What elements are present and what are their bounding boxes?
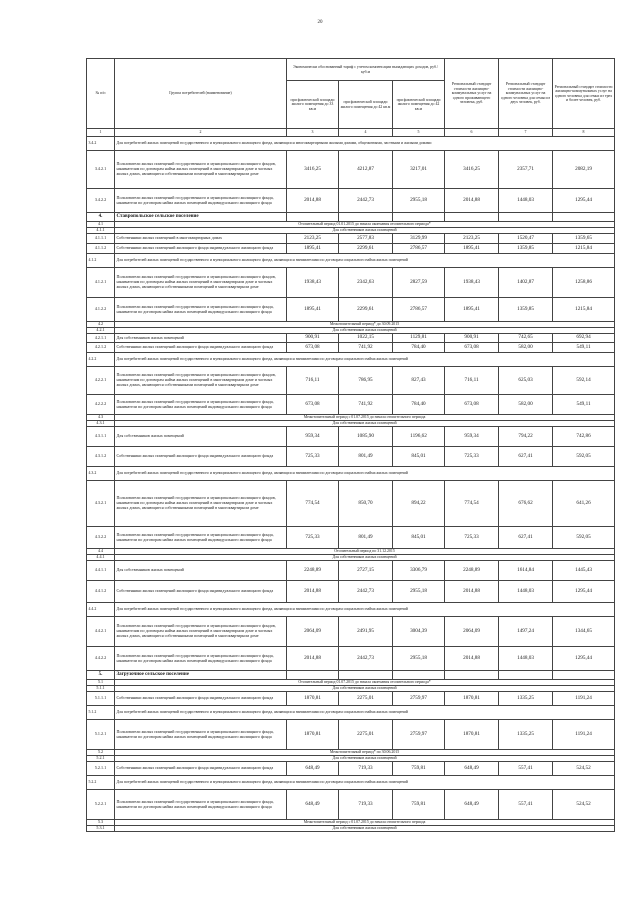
row-value: 794,22 xyxy=(499,427,553,447)
row-value: 1895,41 xyxy=(287,244,339,254)
table-row xyxy=(87,720,615,750)
settlement-label: Ставропольское сельское поселение xyxy=(115,213,287,222)
row-number: 4.1.1 xyxy=(87,228,115,234)
period-label: Для собственников жилых помещений xyxy=(115,555,615,561)
row-number: 4.2.2.1 xyxy=(87,367,115,395)
table-row xyxy=(87,447,615,467)
row-number: 3.4.2.1 xyxy=(87,151,115,189)
row-value: 1344,65 xyxy=(553,617,615,647)
period-label: Межотопительный период с 01.07.2015 до начала отопительного периода xyxy=(115,820,615,826)
row-number: 4.2.2 xyxy=(87,353,115,367)
row-value: 2442,73 xyxy=(339,189,393,213)
row-value: 725,33 xyxy=(445,527,499,549)
row-number: 4.1 xyxy=(87,222,115,228)
row-value: 1196,62 xyxy=(393,427,445,447)
row-value: 2442,73 xyxy=(339,647,393,671)
table-row xyxy=(87,481,615,527)
row-value: 592,14 xyxy=(553,367,615,395)
table-row xyxy=(87,298,615,322)
row-value: 2123,25 xyxy=(445,234,499,244)
table-row xyxy=(87,647,615,671)
empty-cell xyxy=(287,671,339,680)
column-number: 1 xyxy=(87,129,115,137)
empty-cell xyxy=(393,213,445,222)
row-value: 719,33 xyxy=(339,790,393,820)
header-num: № п/п xyxy=(87,59,115,129)
row-value: 1895,41 xyxy=(287,298,339,322)
section-row xyxy=(87,706,615,720)
table-row xyxy=(87,692,615,706)
row-value: 2014,88 xyxy=(445,647,499,671)
row-value: 1085,90 xyxy=(339,427,393,447)
row-number: 4. xyxy=(87,213,115,222)
row-value: 784,40 xyxy=(393,343,445,353)
period-label: Для собственников жилых помещений xyxy=(115,826,615,832)
row-number: 4.1.1.2 xyxy=(87,244,115,254)
row-value: 1870,81 xyxy=(287,692,339,706)
empty-cell xyxy=(499,213,553,222)
row-value: 3004,39 xyxy=(393,617,445,647)
row-number: 5.1.2.1 xyxy=(87,720,115,750)
row-value: 725,33 xyxy=(287,447,339,467)
empty-cell xyxy=(445,671,499,680)
row-number: 4.1.2.2 xyxy=(87,298,115,322)
row-value: 1895,41 xyxy=(445,244,499,254)
row-value: 784,40 xyxy=(393,395,445,415)
row-value: 759,81 xyxy=(393,790,445,820)
row-number: 4.4.1.2 xyxy=(87,581,115,603)
empty-cell xyxy=(553,213,615,222)
row-number: 5.2.2 xyxy=(87,776,115,790)
row-value: 1870,81 xyxy=(445,720,499,750)
row-number: 4.3.1.1 xyxy=(87,427,115,447)
section-row xyxy=(87,603,615,617)
row-value: 2299,61 xyxy=(339,244,393,254)
row-number: 5.1.2 xyxy=(87,706,115,720)
row-value: 741,92 xyxy=(339,343,393,353)
row-value: 592,05 xyxy=(553,527,615,549)
row-label: Собственники жилых помещений жилищного фонда индивидуального жилищного фонда xyxy=(115,581,287,603)
row-number: 4.2 xyxy=(87,322,115,328)
row-number: 4.2.1.2 xyxy=(87,343,115,353)
row-value: 959,34 xyxy=(445,427,499,447)
row-value: 1402,87 xyxy=(499,268,553,298)
section-label: Для потребителей жилых помещений государственного и муниципального жилищного фонда, являющихся нанимателями по договорам социального найма жилых помещений xyxy=(115,603,615,617)
table-row xyxy=(87,790,615,820)
row-value: 1295,44 xyxy=(553,647,615,671)
row-value: 1215,84 xyxy=(553,244,615,254)
table-row xyxy=(87,367,615,395)
row-label: Для собственников жилых помещений xyxy=(115,561,287,581)
row-value: 2342,63 xyxy=(339,268,393,298)
row-number: 3.4.2.2 xyxy=(87,189,115,213)
row-number: 4.2.2.2 xyxy=(87,395,115,415)
row-value: 725,33 xyxy=(445,447,499,467)
row-value: 1870,81 xyxy=(287,720,339,750)
row-value: 2275,01 xyxy=(339,720,393,750)
table-row xyxy=(87,762,615,776)
row-value: 1335,25 xyxy=(499,692,553,706)
row-value: 2955,18 xyxy=(393,581,445,603)
row-number: 5.1 xyxy=(87,680,115,686)
period-label: Для собственников жилых помещений xyxy=(115,421,615,427)
section-row xyxy=(87,776,615,790)
row-value: 2577,83 xyxy=(339,234,393,244)
table-row xyxy=(87,244,615,254)
row-value: 2759,97 xyxy=(393,692,445,706)
row-value: 3416,25 xyxy=(287,151,339,189)
period-label: Для собственников жилых помещений xyxy=(115,756,615,762)
row-value: 2082,19 xyxy=(553,151,615,189)
row-label: Пользователи жилых помещений государственного и муниципального жилищного фонда, наниматели по договорам найма жилых помещений индивидуального жилищного фонда xyxy=(115,647,287,671)
row-value: 774,54 xyxy=(445,481,499,527)
row-label: Пользователи жилых помещений государственного и муниципального жилищного фонда, наниматели по договорам найма жилых помещений индивидуального жилищного фонда xyxy=(115,720,287,750)
row-value: 719,33 xyxy=(339,762,393,776)
table-row xyxy=(87,151,615,189)
row-value: 557,41 xyxy=(499,762,553,776)
column-number: 7 xyxy=(499,129,553,137)
row-value: 3129,99 xyxy=(393,234,445,244)
section-label: Для потребителей жилых помещений государственного и муниципального жилищного фонда, являющихся многоквартирными жилыми домами, общежитиями, частными и жилыми домами xyxy=(115,137,615,151)
section-row xyxy=(87,353,615,367)
table-row xyxy=(87,189,615,213)
row-value: 1938,43 xyxy=(445,268,499,298)
row-value: 2275,01 xyxy=(339,692,393,706)
row-value: 2442,73 xyxy=(339,581,393,603)
row-value: 959,34 xyxy=(287,427,339,447)
header-col8: Региональный стандарт стоимости жилищно-коммунальных услуг на одного человека для семьи из трех и более человек, руб. xyxy=(553,59,615,129)
settlement-label: Загрузочное сельское поселение xyxy=(115,671,287,680)
row-number: 4.3 xyxy=(87,415,115,421)
row-label: Собственники жилых помещений жилищного фонда индивидуального жилищного фонда xyxy=(115,447,287,467)
row-value: 3306,79 xyxy=(393,561,445,581)
row-label: Пользователи жилых помещений государственного и муниципального жилищного фонда, наниматели по договорам найма жилых помещений индивидуального жилищного фонда xyxy=(115,189,287,213)
empty-cell xyxy=(339,671,393,680)
column-number: 4 xyxy=(339,129,393,137)
row-number: 4.2.1.1 xyxy=(87,334,115,343)
row-number: 4.2.1 xyxy=(87,328,115,334)
row-value: 524,52 xyxy=(553,790,615,820)
row-label: Пользователи жилых помещений государственного и муниципального жилищного фондов, нанимателям по договорам найма жилых помещений в многоквартирном доме и частных жилых домах, являющиеся собственниками помещений в многоквартирном доме xyxy=(115,268,287,298)
row-value: 1295,44 xyxy=(553,189,615,213)
period-label: Межотопительный период* по 30.06.2015 xyxy=(115,750,615,756)
row-value: 549,11 xyxy=(553,343,615,353)
row-value: 3416,25 xyxy=(445,151,499,189)
row-value: 1215,84 xyxy=(553,298,615,322)
header-col6: Региональный стандарт стоимости жилищно-коммунальных услуг на одного проживающего человека, руб. xyxy=(445,59,499,129)
row-number: 4.1.1.1 xyxy=(87,234,115,244)
row-value: 2786,57 xyxy=(393,244,445,254)
row-value: 1448,03 xyxy=(499,581,553,603)
empty-cell xyxy=(287,213,339,222)
row-number: 4.4.1.1 xyxy=(87,561,115,581)
row-value: 524,52 xyxy=(553,762,615,776)
row-value: 648,49 xyxy=(445,790,499,820)
row-value: 582,00 xyxy=(499,343,553,353)
row-label: Пользователи жилых помещений государственного и муниципального жилищного фондов, нанимателям по договорам найма жилых помещений в многоквартирном доме и частных жилых домах, являющиеся собственниками помещений в многоквартирном доме xyxy=(115,151,287,189)
row-number: 4.3.2.2 xyxy=(87,527,115,549)
column-number: 5 xyxy=(393,129,445,137)
row-value: 2299,61 xyxy=(339,298,393,322)
table-row xyxy=(87,427,615,447)
row-label: Пользователи жилых помещений государственного и муниципального жилищного фондов, нанимателям по договорам найма жилых помещений в многоквартирном доме и частных жилых домах, являющиеся собственниками помещений в многоквартирном доме xyxy=(115,367,287,395)
header-col7: Региональный стандарт стоимости жилищно-коммунальных услуг на одного человека для семьи из двух человек, руб. xyxy=(499,59,553,129)
row-number: 4.4.2.2 xyxy=(87,647,115,671)
row-value: 1359,65 xyxy=(553,234,615,244)
row-value: 2064,09 xyxy=(445,617,499,647)
row-value: 801,49 xyxy=(339,527,393,549)
row-value: 1191,24 xyxy=(553,692,615,706)
page-number: 20 xyxy=(317,20,323,25)
row-value: 1520,47 xyxy=(499,234,553,244)
row-value: 2759,97 xyxy=(393,720,445,750)
section-row xyxy=(87,467,615,481)
column-number: 2 xyxy=(115,129,287,137)
row-value: 725,33 xyxy=(287,527,339,549)
row-label: Для собственников жилых помещений xyxy=(115,427,287,447)
row-value: 741,92 xyxy=(339,395,393,415)
row-value: 692,94 xyxy=(553,334,615,343)
section-label: Для потребителей жилых помещений государственного и муниципального жилищного фонда, являющихся нанимателями по договорам социального найма жилых помещений xyxy=(115,254,615,268)
row-value: 774,54 xyxy=(287,481,339,527)
row-number: 4.4.1 xyxy=(87,555,115,561)
row-value: 2827,59 xyxy=(393,268,445,298)
settlement-row xyxy=(87,213,615,222)
row-value: 2014,88 xyxy=(287,647,339,671)
row-value: 1295,44 xyxy=(553,581,615,603)
row-value: 1870,81 xyxy=(445,692,499,706)
row-number: 5.1.1 xyxy=(87,686,115,692)
row-value: 1938,43 xyxy=(287,268,339,298)
period-label: Межотопительный период* до 30.09.2015 xyxy=(115,322,615,328)
row-value: 676,62 xyxy=(499,481,553,527)
row-value: 673,08 xyxy=(445,395,499,415)
row-value: 625,03 xyxy=(499,367,553,395)
row-number: 4.4.2 xyxy=(87,603,115,617)
row-number: 5.3.1 xyxy=(87,826,115,832)
period-label: Межотопительный период с 01.07.2015 до начала отопительного периода xyxy=(115,415,615,421)
row-value: 627,41 xyxy=(499,447,553,467)
row-value: 641,26 xyxy=(553,481,615,527)
period-label: Для собственников жилых помещений xyxy=(115,228,615,234)
row-value: 2014,88 xyxy=(445,581,499,603)
section-label: Для потребителей жилых помещений государственного и муниципального жилищного фонда, являющихся нанимателями по договорам социального найма жилых помещений xyxy=(115,776,615,790)
row-value: 673,08 xyxy=(445,343,499,353)
row-value: 2955,18 xyxy=(393,647,445,671)
row-value: 1497,24 xyxy=(499,617,553,647)
row-value: 549,11 xyxy=(553,395,615,415)
section-label: Для потребителей жилых помещений государственного и муниципального жилищного фонда, являющихся нанимателями по договорам социального найма жилых помещений xyxy=(115,353,615,367)
row-label: Пользователи жилых помещений государственного и муниципального жилищного фондов, нанимателям по договорам найма жилых помещений в многоквартирном доме и частных жилых домах, являющиеся собственниками помещений в многоквартирном доме xyxy=(115,481,287,527)
row-number: 4.3.2 xyxy=(87,467,115,481)
table-row xyxy=(87,234,615,244)
row-value: 4212,87 xyxy=(339,151,393,189)
empty-cell xyxy=(339,213,393,222)
row-value: 845,01 xyxy=(393,447,445,467)
row-value: 1359,85 xyxy=(499,298,553,322)
column-number: 6 xyxy=(445,129,499,137)
row-value: 786,95 xyxy=(339,367,393,395)
row-value: 2014,88 xyxy=(287,581,339,603)
row-value: 850,70 xyxy=(339,481,393,527)
row-value: 2248,89 xyxy=(287,561,339,581)
row-value: 557,41 xyxy=(499,790,553,820)
section-row xyxy=(87,137,615,151)
header-group: Группа потребителей (наименование) xyxy=(115,59,287,129)
row-value: 627,41 xyxy=(499,527,553,549)
row-value: 1448,03 xyxy=(499,189,553,213)
period-label: Для собственников жилых помещений xyxy=(115,686,615,692)
row-value: 742,86 xyxy=(553,427,615,447)
row-value: 1335,25 xyxy=(499,720,553,750)
row-value: 1359,85 xyxy=(499,244,553,254)
row-number: 5.2.2.1 xyxy=(87,790,115,820)
row-number: 5.2.1 xyxy=(87,756,115,762)
column-number: 3 xyxy=(287,129,339,137)
empty-cell xyxy=(393,671,445,680)
row-value: 2786,57 xyxy=(393,298,445,322)
row-value: 1445,43 xyxy=(553,561,615,581)
tariff-table xyxy=(86,58,615,832)
table-row xyxy=(87,561,615,581)
row-label: Собственники жилых помещений жилищного фонда индивидуального жилищного фонда xyxy=(115,692,287,706)
row-label: Пользователи жилых помещений государственного и муниципального жилищного фонда, наниматели по договорам найма жилых помещений индивидуального жилищного фонда xyxy=(115,395,287,415)
row-value: 2357,71 xyxy=(499,151,553,189)
table-row xyxy=(87,334,615,343)
header-sub3: при фактической площади жилого помещения до 42 кв.м xyxy=(393,81,445,129)
row-label: Собственники жилых помещений жилищного фонда индивидуального жилищного фонда xyxy=(115,762,287,776)
row-value: 2014,88 xyxy=(445,189,499,213)
row-value: 673,08 xyxy=(287,343,339,353)
row-label: Собственники жилых помещений жилищного фонда индивидуального жилищного фонда xyxy=(115,343,287,353)
row-number: 4.3.2.1 xyxy=(87,481,115,527)
row-number: 5.3 xyxy=(87,820,115,826)
row-label: Пользователи жилых помещений государственного и муниципального жилищного фонда, наниматели по договорам найма жилых помещений индивидуального жилищного фонда xyxy=(115,527,287,549)
row-number: 5. xyxy=(87,671,115,680)
row-value: 2123,25 xyxy=(287,234,339,244)
row-value: 1895,41 xyxy=(445,298,499,322)
table-row xyxy=(87,527,615,549)
row-number: 3.4.2 xyxy=(87,137,115,151)
row-number: 4.1.2 xyxy=(87,254,115,268)
row-label: Собственники жилых помещений в многоквартирных домах xyxy=(115,234,287,244)
row-value: 648,49 xyxy=(287,762,339,776)
row-label: Собственники жилых помещений жилищного фонда индивидуального жилищного фонда xyxy=(115,244,287,254)
row-value: 1191,24 xyxy=(553,720,615,750)
row-value: 801,49 xyxy=(339,447,393,467)
header-sub2: при фактической площади жилого помещения до 42 кв.м xyxy=(339,81,393,129)
row-value: 900,91 xyxy=(445,334,499,343)
settlement-row xyxy=(87,671,615,680)
row-value: 1258,86 xyxy=(553,268,615,298)
row-value: 2955,18 xyxy=(393,189,445,213)
section-row xyxy=(87,254,615,268)
row-value: 1614,84 xyxy=(499,561,553,581)
row-value: 1448,03 xyxy=(499,647,553,671)
row-value: 673,08 xyxy=(287,395,339,415)
table-row xyxy=(87,617,615,647)
row-value: 894,22 xyxy=(393,481,445,527)
row-value: 648,49 xyxy=(287,790,339,820)
row-label: Пользователи жилых помещений государственного и муниципального жилищного фонда, наниматели по договорам найма жилых помещений индивидуального жилищного фонда xyxy=(115,298,287,322)
row-value: 900,91 xyxy=(287,334,339,343)
row-value: 582,00 xyxy=(499,395,553,415)
row-value: 716,11 xyxy=(287,367,339,395)
row-label: Пользователи жилых помещений государственного и муниципального жилищного фондов, нанимателям по договорам найма жилых помещений в многоквартирном доме и частных жилых домах, являющиеся собственниками помещений в многоквартирном доме xyxy=(115,617,287,647)
row-value: 759,81 xyxy=(393,762,445,776)
table-row xyxy=(87,395,615,415)
column-numbers-row xyxy=(87,129,615,137)
row-label: Для собственников жилых помещений xyxy=(115,334,287,343)
period-label: Отопительный период 01.01.2015 до начала окончания отопительного периода* xyxy=(115,222,615,228)
section-label: Для потребителей жилых помещений государственного и муниципального жилищного фонда, являющихся нанимателями по договорам социального найма жилых помещений xyxy=(115,706,615,720)
table-body xyxy=(87,59,615,832)
row-value: 827,43 xyxy=(393,367,445,395)
header-sub1: при фактической площади жилого помещения до 33 кв.м xyxy=(287,81,339,129)
column-number: 8 xyxy=(553,129,615,137)
empty-cell xyxy=(445,213,499,222)
row-value: 648,49 xyxy=(445,762,499,776)
row-number: 4.3.1.2 xyxy=(87,447,115,467)
row-value: 1129,81 xyxy=(393,334,445,343)
row-number: 4.1.2.1 xyxy=(87,268,115,298)
period-label: Отопительный период 01.07.2015 до начала окончания отопительного периода* xyxy=(115,680,615,686)
row-value: 2248,89 xyxy=(445,561,499,581)
row-value: 592,05 xyxy=(553,447,615,467)
period-row xyxy=(87,826,615,832)
row-value: 2491,95 xyxy=(339,617,393,647)
empty-cell xyxy=(553,671,615,680)
row-number: 4.4.2.1 xyxy=(87,617,115,647)
period-label: Отопительный период по 31.12.2015 xyxy=(115,549,615,555)
empty-cell xyxy=(499,671,553,680)
row-number: 4.4 xyxy=(87,549,115,555)
table-row xyxy=(87,343,615,353)
row-number: 4.3.1 xyxy=(87,421,115,427)
header-row xyxy=(87,59,615,81)
section-label: Для потребителей жилых помещений государственного и муниципального жилищного фонда, являющихся нанимателями по договорам социального найма жилых помещений xyxy=(115,467,615,481)
row-value: 845,01 xyxy=(393,527,445,549)
row-number: 5.2.1.1 xyxy=(87,762,115,776)
row-value: 2064,09 xyxy=(287,617,339,647)
row-value: 1022,15 xyxy=(339,334,393,343)
row-value: 742,65 xyxy=(499,334,553,343)
table-row xyxy=(87,268,615,298)
row-number: 5.1.1.1 xyxy=(87,692,115,706)
row-value: 2014,88 xyxy=(287,189,339,213)
row-value: 2727,15 xyxy=(339,561,393,581)
row-value: 3217,01 xyxy=(393,151,445,189)
table-row xyxy=(87,581,615,603)
row-number: 5.2 xyxy=(87,750,115,756)
period-label: Для собственников жилых помещений xyxy=(115,328,615,334)
row-label: Пользователи жилых помещений государственного и муниципального жилищного фонда, наниматели по договорам найма жилых помещений индивидуального жилищного фонда xyxy=(115,790,287,820)
row-value: 716,11 xyxy=(445,367,499,395)
header-tariff: Экономически обоснованный тариф с учетом компенсации выпадающих доходов, руб./куб.м xyxy=(287,59,445,81)
